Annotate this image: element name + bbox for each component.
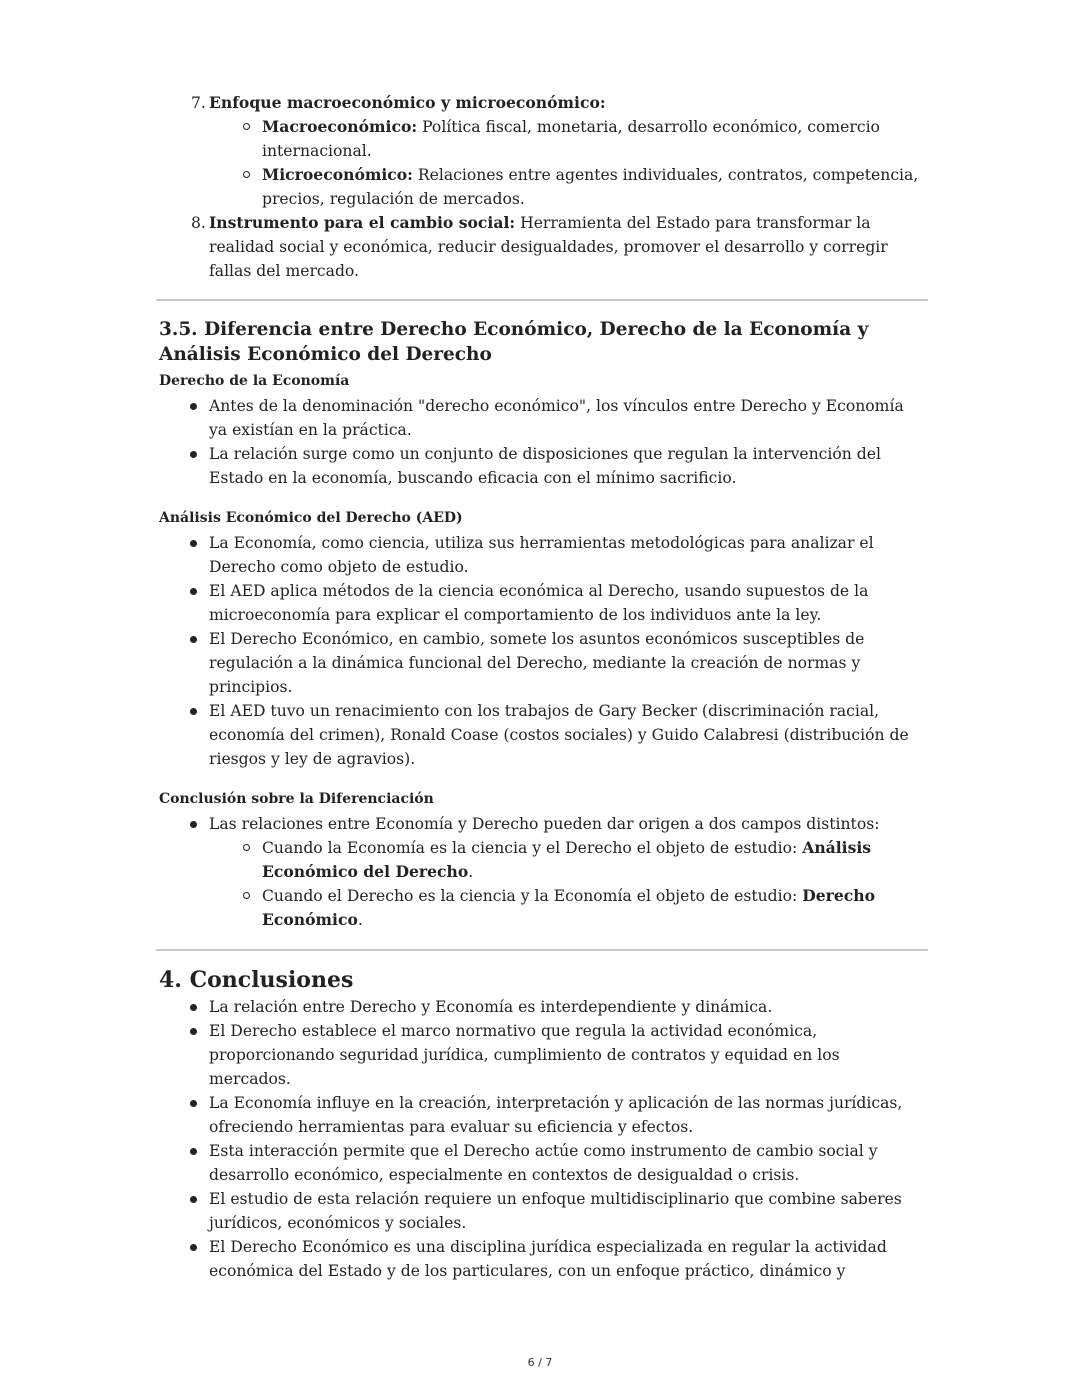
numbered-list bbox=[159, 91, 925, 283]
item-heading: Enfoque macroeconómico y microeconómico: bbox=[209, 93, 606, 112]
sub-list-item bbox=[159, 115, 925, 163]
sub-list-item bbox=[159, 884, 925, 932]
list-item: El Derecho establece el marco normativo que regula la actividad económica, proporcionando seguridad jurídica, cumplimiento de contratos y equidad en los mercados. bbox=[159, 1019, 925, 1091]
bullet-list bbox=[159, 995, 925, 1283]
list-item: Antes de la denominación "derecho económico", los vínculos entre Derecho y Economía ya existían en la práctica. bbox=[159, 394, 925, 442]
sub-text: Cuando la Economía es la ciencia y el Derecho el objeto de estudio: bbox=[262, 839, 803, 857]
bullet-list bbox=[159, 531, 925, 771]
list-item: La relación surge como un conjunto de disposiciones que regulan la intervención del Estado en la economía, buscando eficacia con el mínimo sacrificio. bbox=[159, 442, 925, 490]
list-item: La Economía, como ciencia, utiliza sus herramientas metodológicas para analizar el Derecho como objeto de estudio. bbox=[159, 531, 925, 579]
subsection-title: Análisis Económico del Derecho (AED) bbox=[159, 510, 463, 526]
item-heading: Instrumento para el cambio social: bbox=[209, 213, 516, 232]
sub-bold: Análisis Económico del Derecho bbox=[262, 838, 872, 881]
list-item bbox=[159, 211, 925, 283]
list-item: El AED tuvo un renacimiento con los trabajos de Gary Becker (discriminación racial, economía del crimen), Ronald Coase (costos sociales) y Guido Calabresi (distribución de riesgos y ley de agravios). bbox=[159, 699, 925, 771]
subsection-title: Conclusión sobre la Diferenciación bbox=[159, 791, 434, 807]
item-text: Herramienta del Estado para transformar la realidad social y económica, reducir desigualdades, promover el desarrollo y corregir fallas del mercado. bbox=[209, 214, 888, 280]
list-item: Las relaciones entre Economía y Derecho pueden dar origen a dos campos distintos: bbox=[159, 812, 925, 836]
divider bbox=[156, 299, 928, 301]
subsection-title: Derecho de la Economía bbox=[159, 373, 350, 389]
bullet-list bbox=[159, 394, 925, 490]
sub-heading: Microeconómico: bbox=[262, 165, 413, 184]
sub-list-item bbox=[159, 163, 925, 211]
list-item bbox=[159, 91, 925, 115]
sub-text: Relaciones entre agentes individuales, contratos, competencia, precios, regulación de mercados. bbox=[262, 166, 919, 208]
list-item: El AED aplica métodos de la ciencia económica al Derecho, usando supuestos de la microeconomía para explicar el comportamiento de los individuos ante la ley. bbox=[159, 579, 925, 627]
sub-heading: Macroeconómico: bbox=[262, 117, 418, 136]
bullet-list bbox=[159, 812, 925, 932]
document-page bbox=[159, 91, 925, 1283]
sub-bold: Derecho Económico bbox=[262, 886, 876, 929]
sub-end: . bbox=[468, 863, 474, 881]
sub-text: Cuando el Derecho es la ciencia y la Economía el objeto de estudio: bbox=[262, 887, 803, 905]
section-title: 4. Conclusiones bbox=[159, 967, 354, 993]
sub-list-item bbox=[159, 836, 925, 884]
item-number: 7. bbox=[191, 94, 206, 112]
list-item: La Economía influye en la creación, interpretación y aplicación de las normas jurídicas, ofreciendo herramientas para evaluar su eficiencia y efectos. bbox=[159, 1091, 925, 1139]
list-item: El estudio de esta relación requiere un enfoque multidisciplinario que combine saberes jurídicos, económicos y sociales. bbox=[159, 1187, 925, 1235]
list-item: El Derecho Económico, en cambio, somete los asuntos económicos susceptibles de regulación a la dinámica funcional del Derecho, mediante la creación de normas y principios. bbox=[159, 627, 925, 699]
list-item: El Derecho Económico es una disciplina jurídica especializada en regular la actividad económica del Estado y de los particulares, con un enfoque práctico, dinámico y bbox=[159, 1235, 925, 1283]
page-number: 6 / 7 bbox=[527, 1356, 553, 1369]
item-number: 8. bbox=[191, 214, 206, 232]
sub-text: Política fiscal, monetaria, desarrollo económico, comercio internacional. bbox=[262, 118, 880, 160]
list-item: Esta interacción permite que el Derecho actúe como instrumento de cambio social y desarrollo económico, especialmente en contextos de desigualdad o crisis. bbox=[159, 1139, 925, 1187]
list-item: La relación entre Derecho y Economía es interdependiente y dinámica. bbox=[159, 995, 925, 1019]
sub-end: . bbox=[357, 911, 363, 929]
section-title: 3.5. Diferencia entre Derecho Económico, Derecho de la Economía y Análisis Económico del Derecho bbox=[159, 319, 869, 365]
divider bbox=[156, 949, 928, 951]
